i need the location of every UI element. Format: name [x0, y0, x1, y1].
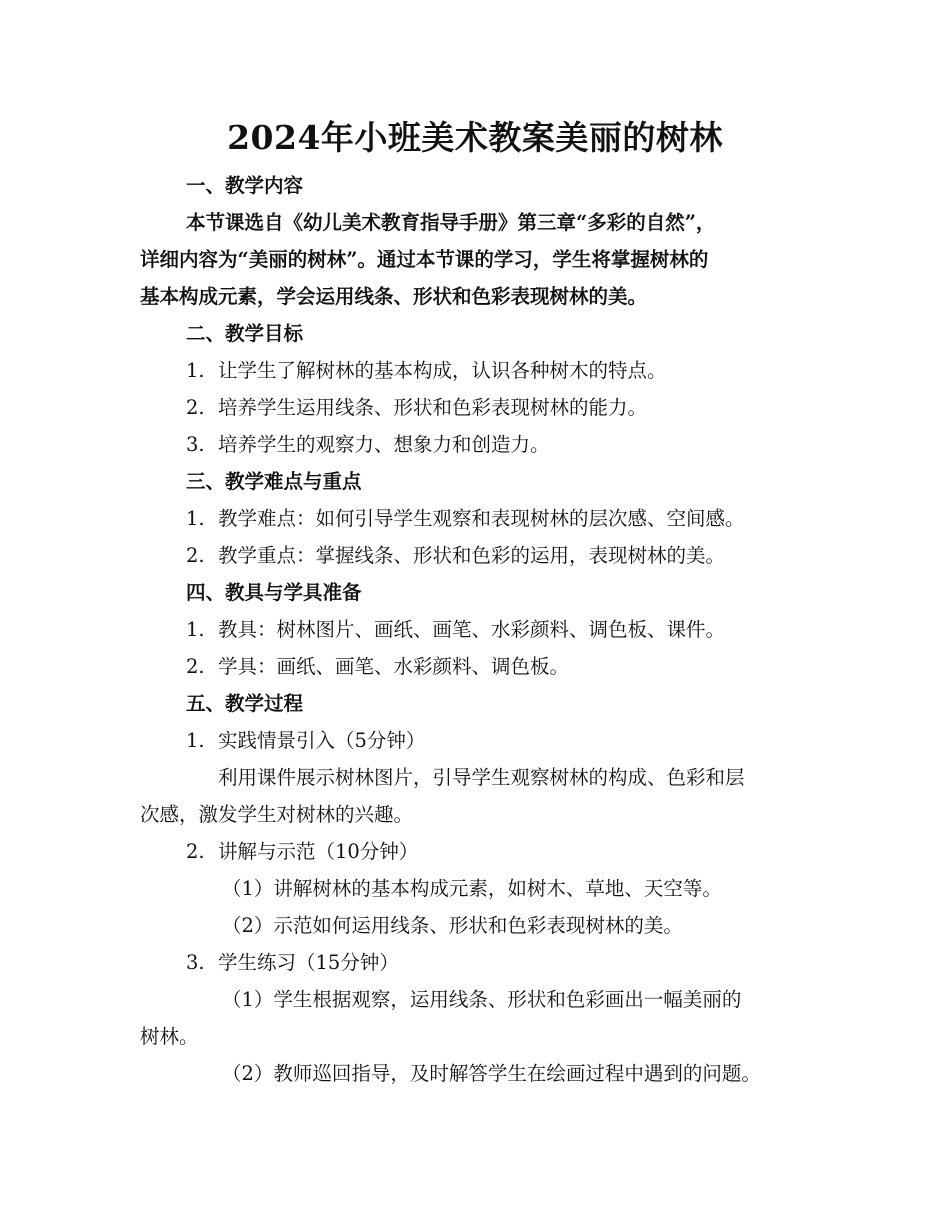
- document-title: 2024年小班美术教案美丽的树林: [227, 118, 723, 157]
- list-text: 学具：画纸、画笔、水彩颜料、调色板。: [218, 655, 570, 678]
- list-number: 1.: [186, 618, 205, 641]
- list-text: 培养学生的观察力、想象力和创造力。: [218, 433, 550, 456]
- step-number: 1.: [186, 729, 205, 752]
- list-item: [186, 359, 667, 383]
- section-heading-difficulties: 三、教学难点与重点: [186, 470, 362, 493]
- step-paragraph-line: 利用课件展示树林图片，引导学生观察树林的构成、色彩和层: [218, 766, 745, 789]
- step-text: 实践情景引入（5分钟）: [218, 729, 426, 752]
- step-number: 3.: [186, 951, 205, 974]
- step-text: 学生练习（15分钟）: [218, 951, 399, 974]
- step-sub-item: （1）讲解树林的基本构成元素，如树木、草地、天空等。: [222, 877, 722, 900]
- step-title: [186, 840, 418, 864]
- list-item: [186, 396, 647, 420]
- content-paragraph-line: 本节课选自《幼儿美术教育指导手册》第三章“多彩的自然”，: [186, 211, 716, 234]
- step-title: [186, 951, 399, 975]
- section-heading-goals: 二、教学目标: [186, 322, 304, 345]
- list-number: 2.: [186, 396, 205, 419]
- step-sub-item-continuation: 树林。: [140, 1025, 199, 1048]
- content-paragraph-line: 基本构成元素，学会运用线条、形状和色彩表现树林的美。: [140, 285, 648, 308]
- list-item: [186, 544, 725, 568]
- step-number: 2.: [186, 840, 205, 863]
- section-heading-materials: 四、教具与学具准备: [186, 581, 362, 604]
- step-sub-item: （2）教师巡回指导，及时解答学生在绘画过程中遇到的问题。: [222, 1062, 761, 1085]
- list-number: 1.: [186, 507, 205, 530]
- list-text: 教具：树林图片、画纸、画笔、水彩颜料、调色板、课件。: [218, 618, 726, 641]
- list-text: 教学重点：掌握线条、形状和色彩的运用，表现树林的美。: [218, 544, 726, 567]
- list-number: 3.: [186, 433, 205, 456]
- step-title: [186, 729, 425, 753]
- step-sub-item: （2）示范如何运用线条、形状和色彩表现树林的美。: [222, 914, 683, 937]
- list-number: 2.: [186, 655, 205, 678]
- list-item: [186, 618, 725, 642]
- list-item: [186, 433, 550, 457]
- step-text: 讲解与示范（10分钟）: [218, 840, 419, 863]
- step-sub-item: （1）学生根据观察，运用线条、形状和色彩画出一幅美丽的: [222, 988, 742, 1011]
- list-item: [186, 507, 745, 531]
- section-heading-process: 五、教学过程: [186, 692, 304, 715]
- content-paragraph-line: 详细内容为“美丽的树林”。通过本节课的学习，学生将掌握树林的: [140, 248, 709, 271]
- list-text: 教学难点：如何引导学生观察和表现树林的层次感、空间感。: [218, 507, 745, 530]
- list-number: 1.: [186, 359, 205, 382]
- step-paragraph-line: 次感，激发学生对树林的兴趣。: [140, 803, 414, 826]
- list-item: [186, 655, 569, 679]
- list-text: 让学生了解树林的基本构成，认识各种树木的特点。: [218, 359, 667, 382]
- section-heading-content: 一、教学内容: [186, 174, 304, 197]
- list-text: 培养学生运用线条、形状和色彩表现树林的能力。: [218, 396, 648, 419]
- list-number: 2.: [186, 544, 205, 567]
